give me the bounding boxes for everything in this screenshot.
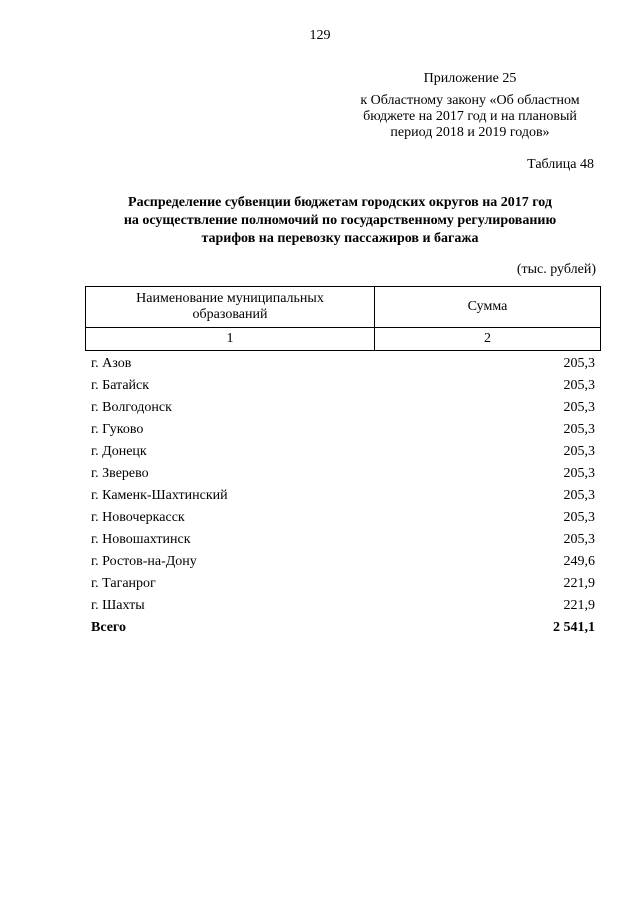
appendix-number: Приложение 25 bbox=[423, 71, 517, 86]
row-value: 205,3 bbox=[563, 400, 595, 415]
row-value: 221,9 bbox=[563, 598, 595, 613]
row-name: г. Азов bbox=[91, 356, 132, 371]
table-label: Таблица 48 bbox=[527, 157, 594, 172]
appendix-law-line-3: период 2018 и 2019 годов» bbox=[390, 125, 550, 140]
total-value: 2 541,1 bbox=[553, 620, 595, 635]
row-name: г. Новочеркасск bbox=[91, 510, 185, 525]
header-col-number-1: 1 bbox=[86, 328, 375, 351]
table-row bbox=[85, 485, 601, 507]
table-row bbox=[85, 551, 601, 573]
header-name-line-2: образований bbox=[192, 307, 268, 322]
row-value: 205,3 bbox=[563, 356, 595, 371]
row-name: г. Новошахтинск bbox=[91, 532, 191, 547]
row-value: 221,9 bbox=[563, 576, 595, 591]
table-row bbox=[85, 573, 601, 595]
row-value: 205,3 bbox=[563, 510, 595, 525]
units-label: (тыс. рублей) bbox=[516, 262, 596, 277]
title-line-1: Распределение субвенции бюджетам городских округов на 2017 год bbox=[128, 195, 552, 210]
appendix-block bbox=[340, 71, 600, 141]
table-row bbox=[85, 419, 601, 441]
row-name: г. Зверево bbox=[91, 466, 149, 481]
appendix-law-line-2: бюджете на 2017 год и на плановый bbox=[363, 109, 577, 124]
header-name-cell bbox=[86, 287, 375, 328]
header-col-number-2: 2 bbox=[375, 328, 601, 351]
title-line-3: тарифов на перевозку пассажиров и багажа bbox=[201, 231, 479, 246]
table-row bbox=[85, 595, 601, 617]
table-header bbox=[85, 286, 601, 351]
header-name-line-1: Наименование муниципальных bbox=[136, 291, 324, 306]
row-name: г. Гуково bbox=[91, 422, 144, 437]
row-name: г. Волгодонск bbox=[91, 400, 172, 415]
table-body bbox=[85, 353, 601, 639]
total-label: Всего bbox=[91, 620, 126, 635]
row-name: г. Каменк-Шахтинский bbox=[91, 488, 228, 503]
appendix-law-line-1: к Областному закону «Об областном bbox=[360, 93, 580, 108]
table-row bbox=[85, 353, 601, 375]
total-row bbox=[85, 617, 601, 639]
document-title bbox=[90, 194, 590, 248]
row-name: г. Шахты bbox=[91, 598, 145, 613]
table-row bbox=[85, 507, 601, 529]
row-value: 205,3 bbox=[563, 444, 595, 459]
table-row bbox=[85, 529, 601, 551]
row-name: г. Донецк bbox=[91, 444, 147, 459]
row-value: 205,3 bbox=[563, 532, 595, 547]
table-row bbox=[85, 375, 601, 397]
row-value: 205,3 bbox=[563, 422, 595, 437]
row-name: г. Ростов-на-Дону bbox=[91, 554, 197, 569]
table-row bbox=[85, 463, 601, 485]
table-row bbox=[85, 397, 601, 419]
title-line-2: на осуществление полномочий по государственному регулированию bbox=[123, 213, 557, 228]
header-sum-cell: Сумма bbox=[375, 287, 601, 328]
row-value: 249,6 bbox=[563, 554, 595, 569]
row-value: 205,3 bbox=[563, 378, 595, 393]
row-value: 205,3 bbox=[563, 466, 595, 481]
table-row bbox=[85, 441, 601, 463]
row-value: 205,3 bbox=[563, 488, 595, 503]
row-name: г. Таганрог bbox=[91, 576, 156, 591]
row-name: г. Батайск bbox=[91, 378, 150, 393]
page-number: 129 bbox=[309, 28, 331, 43]
